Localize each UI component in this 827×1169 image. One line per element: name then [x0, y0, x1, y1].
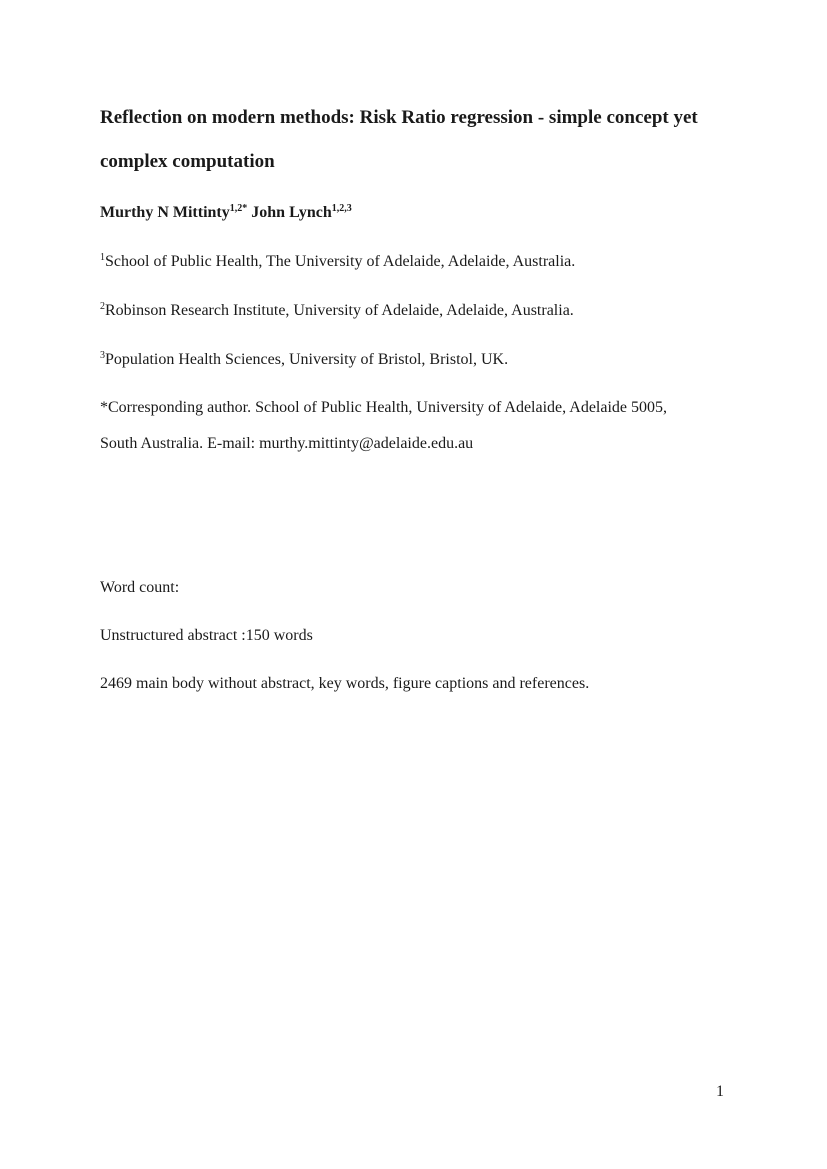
title-page-content — [100, 96, 740, 696]
affiliation-marker: 2 — [100, 301, 105, 312]
corresponding-author-line-1: *Corresponding author. School of Public Health, University of Adelaide, Adelaide 5005, — [100, 399, 668, 416]
corresponding-author — [100, 390, 740, 462]
affiliation-text: Population Health Sciences, University of Bristol, Bristol, UK. — [105, 351, 509, 368]
word-count-abstract: Unstructured abstract :150 words — [100, 627, 313, 644]
paper-title: Reflection on modern methods: Risk Ratio regression - simple concept yet complex computation — [100, 107, 698, 172]
author-name: John Lynch — [251, 204, 332, 221]
word-count-heading: Word count: — [100, 579, 180, 596]
corresponding-author-line-2: South Australia. E-mail: murthy.mittinty@adelaide.edu.au — [100, 435, 474, 452]
word-count-body: 2469 main body without abstract, key words, figure captions and references. — [100, 675, 590, 692]
affiliation-2 — [100, 299, 740, 323]
author-affiliation-marker: 1,2,3 — [331, 203, 352, 214]
affiliation-text: School of Public Health, The University of Adelaide, Adelaide, Australia. — [105, 253, 576, 270]
affiliation-3 — [100, 348, 740, 372]
page-number: 1 — [716, 1083, 724, 1100]
author-name: Murthy N Mittinty — [100, 204, 230, 221]
author-affiliation-marker: 1,2* — [229, 203, 248, 214]
author-list — [100, 201, 740, 225]
affiliation-text: Robinson Research Institute, University of Adelaide, Adelaide, Australia. — [105, 302, 574, 319]
affiliation-marker: 3 — [100, 350, 105, 361]
affiliation-marker: 1 — [100, 252, 105, 263]
affiliation-1 — [100, 250, 740, 274]
